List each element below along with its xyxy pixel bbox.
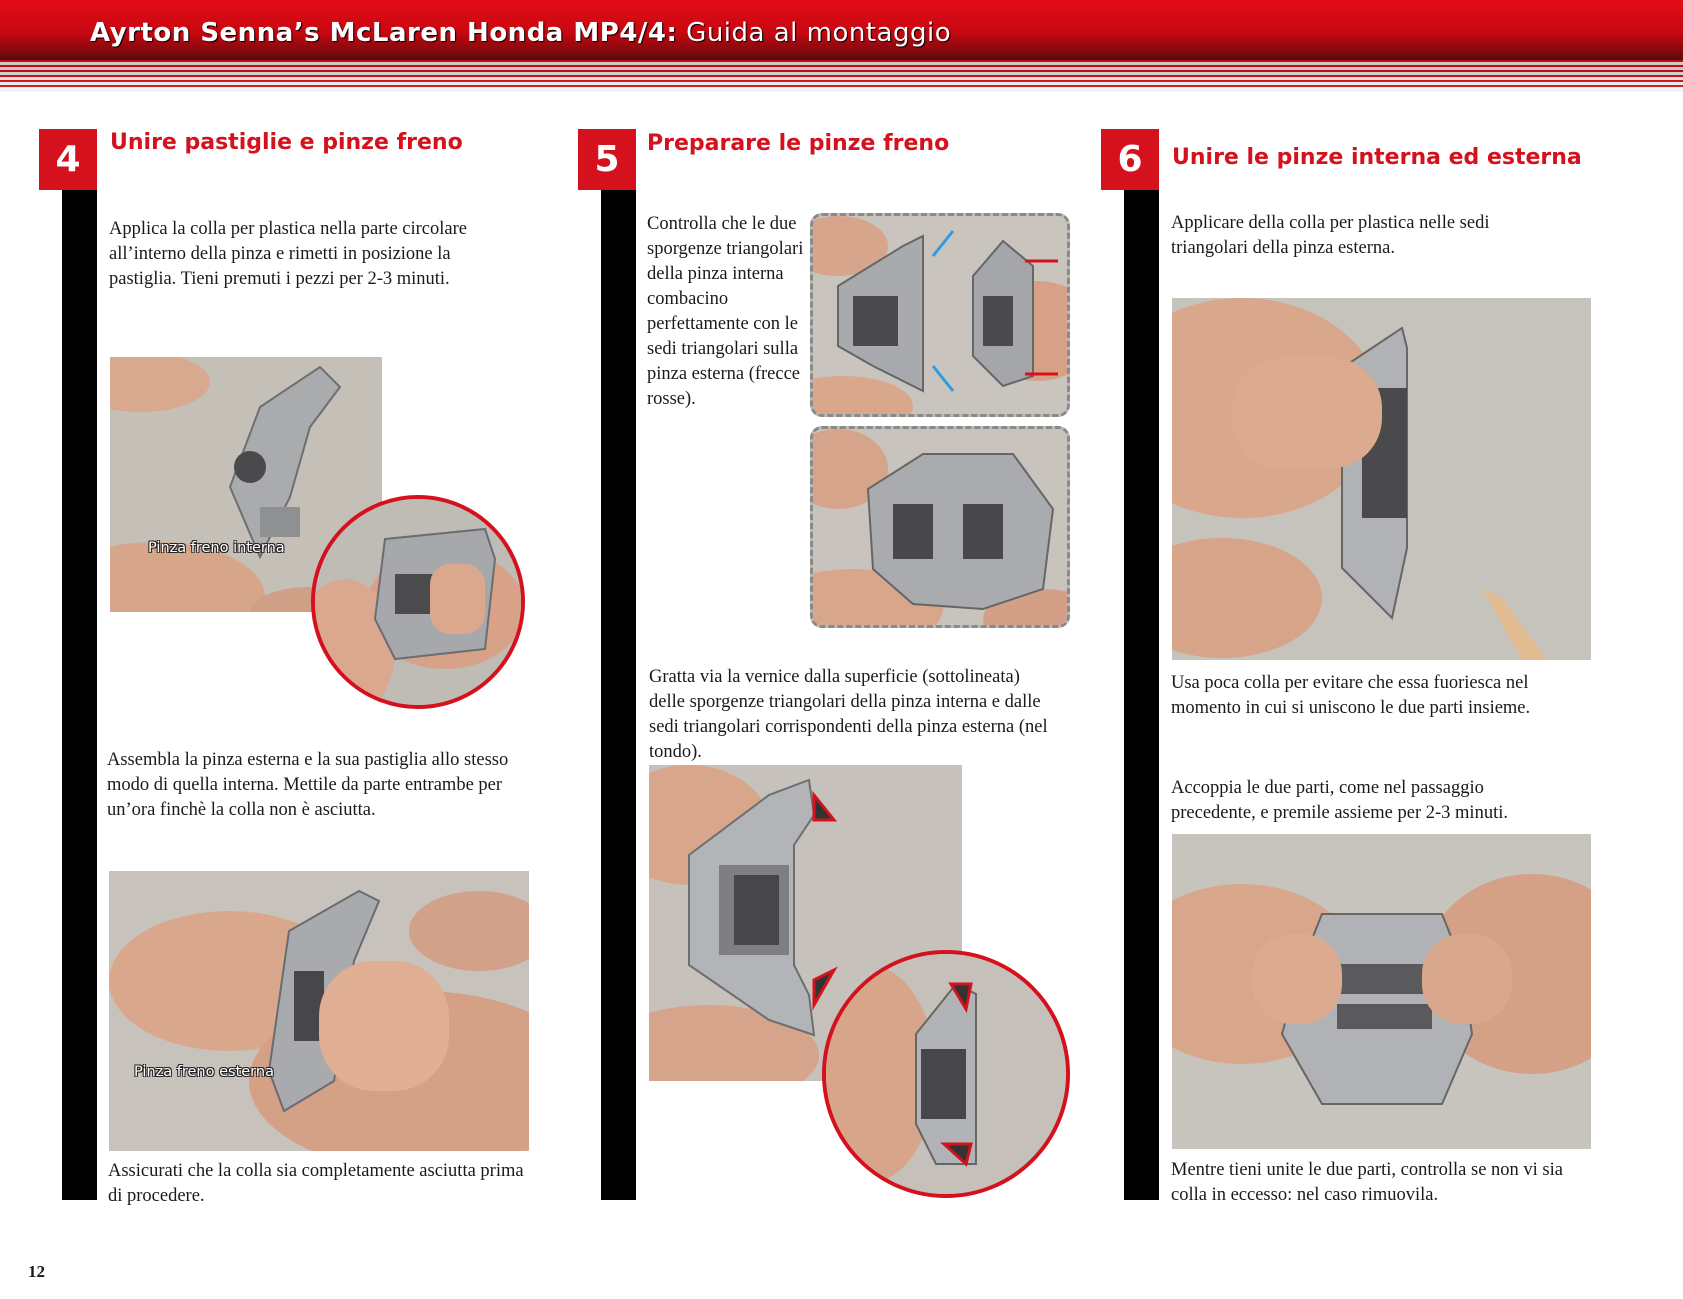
step-4-bar [62, 190, 97, 1200]
circle-detail-pad [311, 495, 525, 709]
header-title [90, 18, 951, 48]
photo-glue-applied [1172, 298, 1591, 660]
step-5-number: 5 [578, 129, 636, 190]
step-4-text-3: Assicurati che la colla sia completamente asciutta prima di procedere. [108, 1161, 524, 1206]
step-6-text-2: Usa poca colla per evitare che essa fuoriesca nel momento in cui si uniscono le due parti insieme. [1171, 673, 1531, 718]
step-6-text-4: Mentre tieni unite le due parti, controlla se non vi sia colla in eccesso: nel caso rimuovila. [1171, 1160, 1563, 1205]
page-number: 12 [28, 1262, 45, 1281]
header-stripes [0, 60, 1683, 90]
page-header [0, 0, 1683, 92]
step-6-bar [1124, 190, 1159, 1200]
step-5-text-1: Controlla che le due sporgenze triangolari della pinza interna combacino perfettamente con le sedi triangolari sulla pinza esterna (frecce rosse). [647, 214, 804, 409]
header-title-main: Ayrton Senna’s McLaren Honda MP4/4: [90, 18, 678, 48]
caption-inner-caliper: Pinza freno interna [148, 540, 285, 556]
caption-outer-caliper: Pinza freno esterna [134, 1064, 274, 1080]
photo-calipers-joined [810, 426, 1070, 628]
step-4-number: 4 [39, 129, 97, 190]
step-6-title: Unire le pinze interna ed esterna [1172, 145, 1582, 170]
step-4-text-2: Assembla la pinza esterna e la sua pastiglia allo stesso modo di quella interna. Mettile da parte entrambe per un’ora finchè la colla non è asciutta. [107, 750, 509, 820]
step-6-text-3: Accoppia le due parti, come nel passaggio precedente, e premile assieme per 2-3 minuti. [1171, 778, 1508, 823]
step-4-title: Unire pastiglie e pinze freno [110, 130, 463, 155]
step-6-number: 6 [1101, 129, 1159, 190]
step-5-text-2: Gratta via la vernice dalla superficie (sottolineata) delle sporgenze triangolari della pinza interna e dalle sedi triangolari corrispondenti della pinza esterna (nel tondo). [649, 667, 1048, 762]
step-4-text-1: Applica la colla per plastica nella parte circolare all’interno della pinza e rimetti in posizione la pastiglia. Tieni premuti i pezzi per 2-3 minuti. [109, 219, 467, 289]
header-title-sub: Guida al montaggio [677, 18, 952, 48]
photo-parts-pressed [1172, 834, 1591, 1149]
step-6-text-1: Applicare della colla per plastica nelle sedi triangolari della pinza esterna. [1171, 213, 1490, 258]
photo-outer-caliper [109, 871, 529, 1151]
step-5-bar [601, 190, 636, 1200]
photo-alignment-check [810, 213, 1070, 417]
circle-detail-seats [822, 950, 1070, 1198]
step-5-title: Preparare le pinze freno [647, 131, 950, 156]
